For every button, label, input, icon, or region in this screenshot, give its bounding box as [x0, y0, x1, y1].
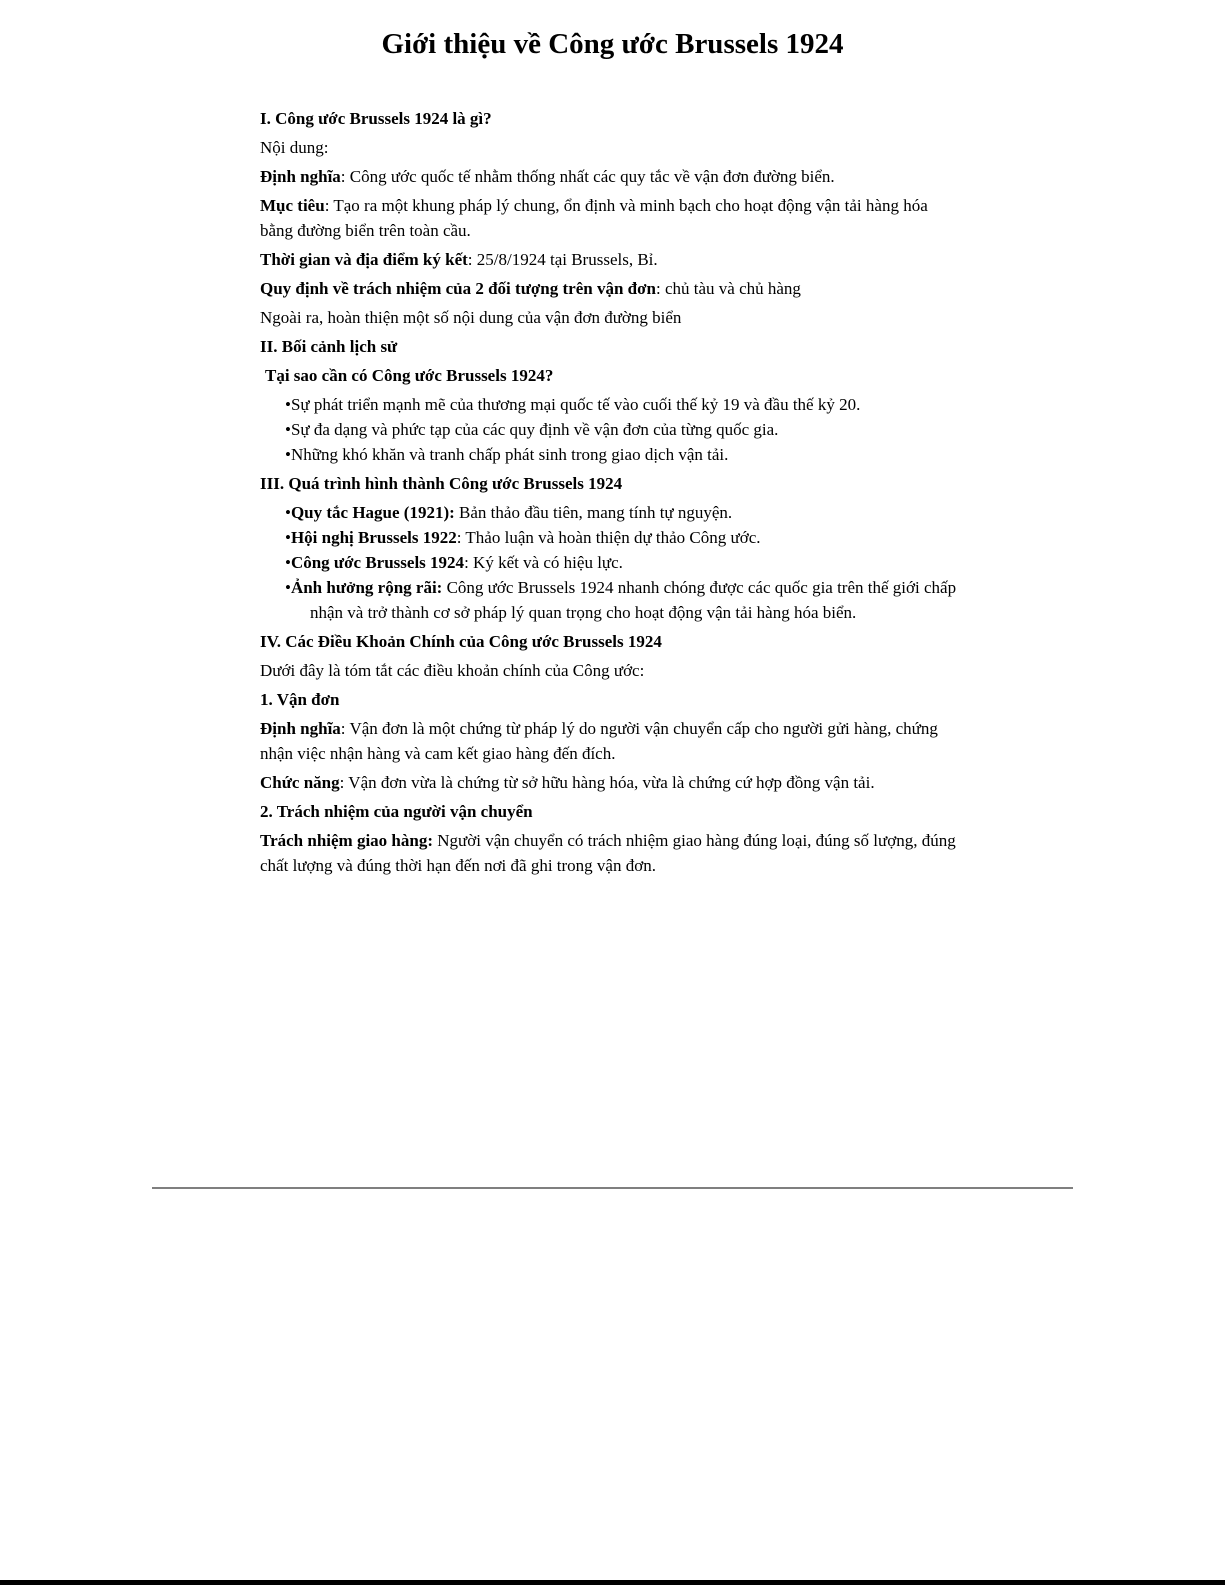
- bold-label: Định nghĩa: [260, 167, 341, 186]
- bullet-icon: •: [285, 420, 291, 439]
- bullet-icon: •: [285, 578, 291, 597]
- bottom-window-edge: [0, 1580, 1225, 1585]
- bullet-list: [260, 392, 965, 467]
- bullet-list: [260, 500, 965, 625]
- bold-label: Trách nhiệm giao hàng:: [260, 831, 434, 850]
- paragraph: Mục tiêu: Tạo ra một khung pháp lý chung, ổn định và minh bạch cho hoạt động vận tải hàng hóa bằng đường biển trên toàn cầu.: [260, 196, 928, 240]
- bullet-icon: •: [285, 553, 291, 572]
- section-heading: I. Công ước Brussels 1924 là gì?: [260, 109, 492, 128]
- paragraph: Nội dung:: [260, 138, 329, 157]
- section-heading: 2. Trách nhiệm của người vận chuyển: [260, 802, 533, 821]
- bold-label: Thời gian và địa điểm ký kết: [260, 250, 468, 269]
- paragraph: Trách nhiệm giao hàng: Người vận chuyển có trách nhiệm giao hàng đúng loại, đúng số lượng, đúng chất lượng và đúng thời hạn đến nơi đã ghi trong vận đơn.: [260, 831, 956, 875]
- bullet-item: •Công ước Brussels 1924: Ký kết và có hiệu lực.: [285, 553, 623, 572]
- bullet-item: •Quy tắc Hague (1921): Bản thảo đầu tiên, mang tính tự nguyện.: [285, 503, 733, 522]
- bullet-icon: •: [285, 445, 291, 464]
- bold-label: Định nghĩa: [260, 719, 341, 738]
- bullet-icon: •: [285, 503, 291, 522]
- bullet-item: •Ảnh hưởng rộng rãi: Công ước Brussels 1924 nhanh chóng được các quốc gia trên thế giới chấp nhận và trở thành cơ sở pháp lý quan trọng cho hoạt động vận tải hàng hóa biển.: [285, 578, 957, 622]
- bullet-item: •Sự đa dạng và phức tạp của các quy định về vận đơn của từng quốc gia.: [285, 420, 779, 439]
- horizontal-rule: [152, 1187, 1073, 1189]
- bold-label: Ảnh hưởng rộng rãi:: [290, 578, 443, 597]
- paragraph: Chức năng: Vận đơn vừa là chứng từ sở hữu hàng hóa, vừa là chứng cứ hợp đồng vận tải.: [260, 773, 875, 792]
- bullet-item: •Sự phát triển mạnh mẽ của thương mại quốc tế vào cuối thế kỷ 19 và đầu thế kỷ 20.: [285, 395, 861, 414]
- section-heading: III. Quá trình hình thành Công ước Brussels 1924: [260, 474, 623, 493]
- section-heading: II. Bối cảnh lịch sử: [260, 337, 398, 356]
- document-title: Giới thiệu về Công ước Brussels 1924: [381, 28, 844, 60]
- paragraph: Ngoài ra, hoàn thiện một số nội dung của vận đơn đường biển: [260, 308, 682, 327]
- bold-label: Quy định về trách nhiệm của 2 đối tượng trên vận đơn: [260, 279, 656, 298]
- bold-label: Hội nghị Brussels 1922: [290, 528, 457, 547]
- paragraph: Thời gian và địa điểm ký kết: 25/8/1924 tại Brussels, Bỉ.: [260, 250, 658, 269]
- paragraph: Quy định về trách nhiệm của 2 đối tượng trên vận đơn: chủ tàu và chủ hàng: [260, 279, 801, 298]
- section-heading: IV. Các Điều Khoản Chính của Công ước Brussels 1924: [260, 632, 662, 651]
- section-heading: Tại sao cần có Công ước Brussels 1924?: [265, 366, 554, 385]
- paragraph: Dưới đây là tóm tắt các điều khoản chính của Công ước:: [260, 661, 645, 680]
- bullet-item: •Hội nghị Brussels 1922: Thảo luận và hoàn thiện dự thảo Công ước.: [285, 528, 761, 547]
- bullet-icon: •: [285, 528, 291, 547]
- paragraph: Định nghĩa: Vận đơn là một chứng từ pháp lý do người vận chuyển cấp cho người gửi hàng, chứng nhận việc nhận hàng và cam kết giao hàng đến đích.: [260, 719, 938, 763]
- document-body: [260, 106, 965, 878]
- section-heading: 1. Vận đơn: [260, 690, 340, 709]
- paragraph: Định nghĩa: Công ước quốc tế nhằm thống nhất các quy tắc về vận đơn đường biển.: [260, 167, 835, 186]
- bullet-icon: •: [285, 395, 291, 414]
- bold-label: Mục tiêu: [260, 196, 325, 215]
- bold-label: Công ước Brussels 1924: [290, 553, 465, 572]
- bullet-item: •Những khó khăn và tranh chấp phát sinh trong giao dịch vận tải.: [285, 445, 729, 464]
- bold-label: Quy tắc Hague (1921):: [290, 503, 455, 522]
- bold-label: Chức năng: [260, 773, 340, 792]
